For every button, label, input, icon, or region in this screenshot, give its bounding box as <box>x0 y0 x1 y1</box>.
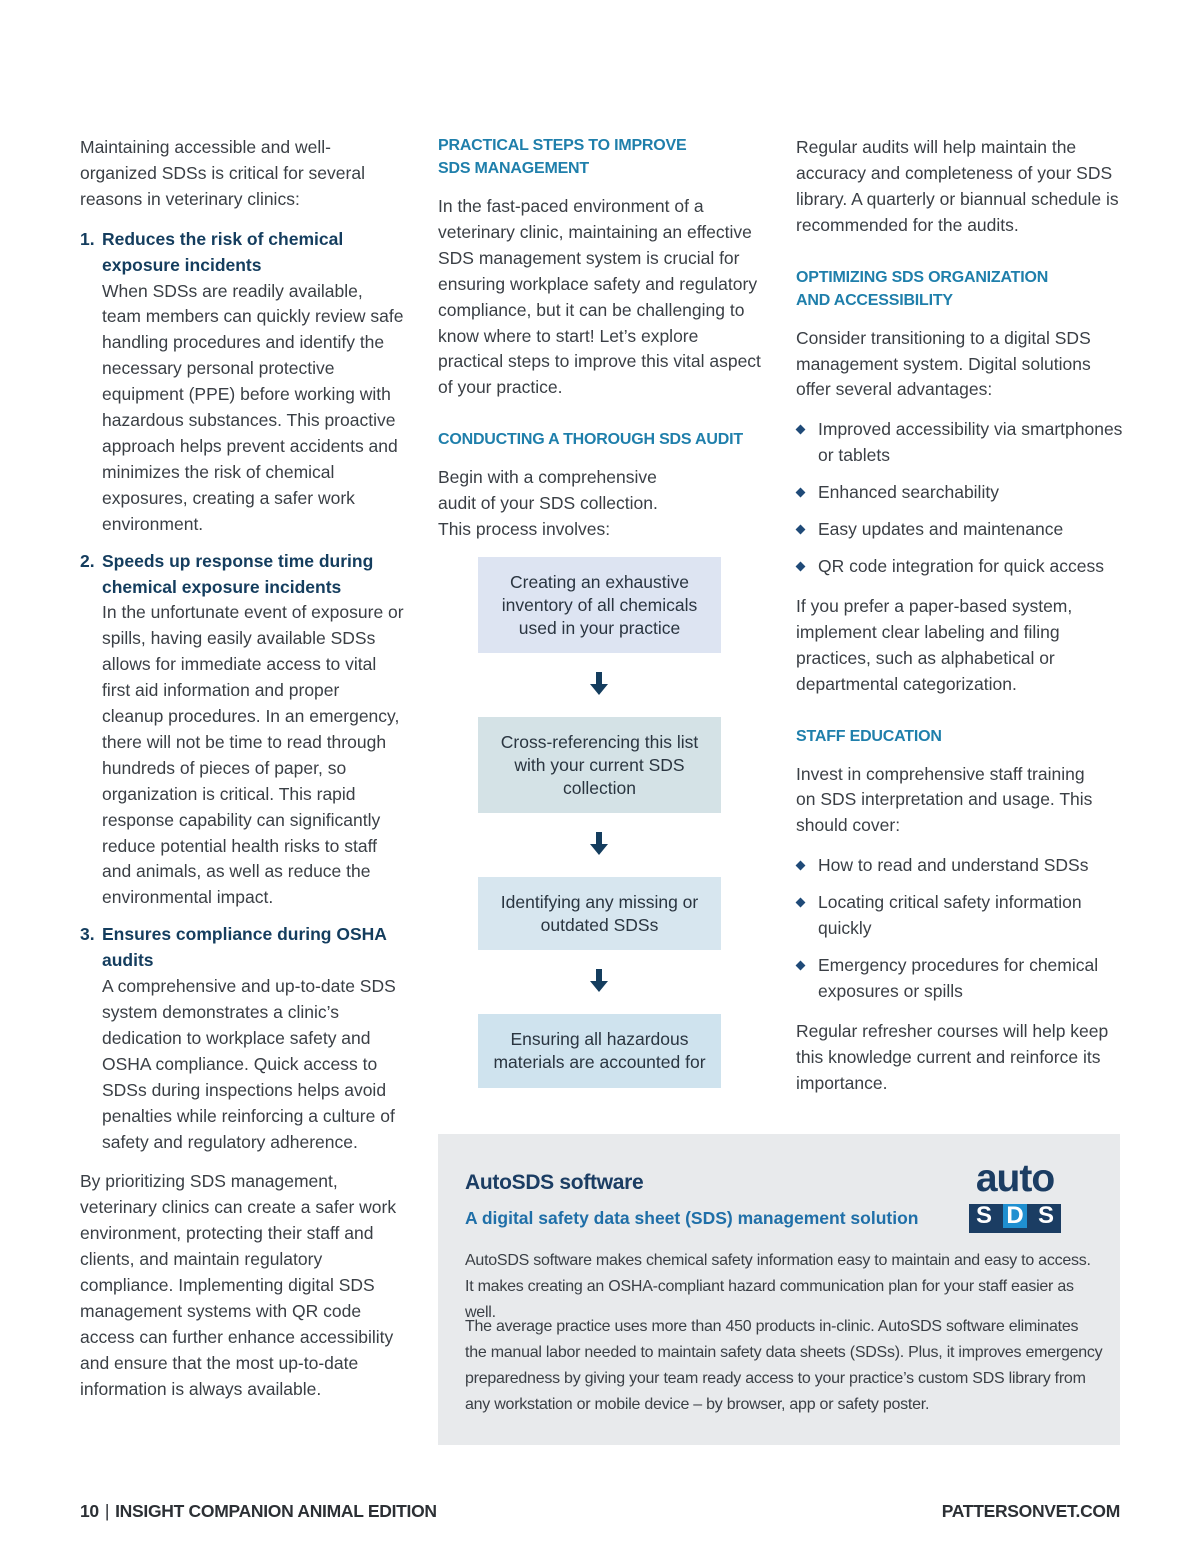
footer-left <box>80 1501 437 1522</box>
flow-step: Creating an exhaustive inventory of all chemicals used in your practice <box>478 557 721 653</box>
list-item: Improved accessibility via smartphones or tablets <box>796 417 1124 469</box>
list-item-body: A comprehensive and up-to-date SDS system demonstrates a clinic’s dedication to workplace safety and OSHA compliance. Quick access to SDSs during inspections helps avoid penalties while reinforcing a culture of safety and regulatory adherence. <box>102 976 396 1152</box>
section-paragraph: If you prefer a paper-based system, implement clear labeling and filing practices, such as alphabetical or departmental categorization. <box>796 595 1073 694</box>
logo-letter: S <box>1037 1202 1054 1229</box>
flow-step: Ensuring all hazardous materials are accounted for <box>478 1014 721 1088</box>
training-list <box>796 853 1124 1005</box>
autosds-logo <box>969 1157 1061 1233</box>
logo-wordmark: auto <box>975 1157 1055 1200</box>
list-item-body: In the unfortunate event of exposure or spills, having easily available SDSs allows for immediate access to vital first aid information and proper cleanup procedures. In an emergency, there will not be time to read through hundreds of pieces of paper, so organization is critical. This rapid response capability can significantly reduce potential health risks to staff and animals, as well as reduce the environmental impact. <box>102 602 404 908</box>
advantages-list <box>796 417 1124 580</box>
autosds-callout <box>438 1134 1120 1445</box>
logo-letter: D <box>1003 1204 1027 1228</box>
list-number: 2. <box>80 550 95 571</box>
reasons-list <box>80 227 404 1156</box>
publication-name: INSIGHT COMPANION ANIMAL EDITION <box>115 1501 437 1521</box>
callout-line: preparedness by giving your team ready access to your practice’s custom SDS library from <box>465 1370 1086 1387</box>
flow-step: Identifying any missing or outdated SDSs <box>478 877 721 950</box>
closing-paragraph: By prioritizing SDS management, veterinary clinics can create a safer work environment, protecting their staff and clients, and maintain regulatory compliance. Implementing digital SDS management systems with QR code access can further enhance accessibility and ensure that the most up-to-date information is always available. <box>80 1171 397 1399</box>
section-paragraph: Invest in comprehensive staff training on SDS interpretation and usage. This should cover: <box>796 763 1093 836</box>
diamond-bullet-icon <box>796 861 806 871</box>
callout-line: The average practice uses more than 450 products in-clinic. AutoSDS software eliminates <box>465 1318 1079 1335</box>
list-item-body: When SDSs are readily available, team members can quickly review safe handling procedures and identify the necessary personal protective equipment (PPE) before working with hazardous substances. This proactive approach helps prevent accidents and minimizes the risk of chemical exposures, creating a safer work environment. <box>102 280 404 534</box>
list-item-title: Speeds up response time during chemical exposure incidents <box>102 550 374 597</box>
section-heading: STAFF EDUCATION <box>796 727 942 745</box>
section-heading: OPTIMIZING SDS ORGANIZATION AND ACCESSIBILITY <box>796 268 1049 309</box>
list-item <box>80 227 404 538</box>
footer-separator: | <box>104 1501 110 1521</box>
arrow-down-icon <box>589 672 609 696</box>
section-heading: PRACTICAL STEPS TO IMPROVE SDS MANAGEMENT <box>438 137 687 177</box>
list-item: Easy updates and maintenance <box>796 517 1124 543</box>
list-item-title: Reduces the risk of chemical exposure incidents <box>102 228 344 275</box>
website-link[interactable]: PATTERSONVET.COM <box>941 1501 1120 1521</box>
list-item: QR code integration for quick access <box>796 554 1124 580</box>
list-item: Emergency procedures for chemical exposures or spills <box>796 953 1124 1005</box>
diamond-bullet-icon <box>796 488 806 498</box>
diamond-bullet-icon <box>796 562 806 572</box>
list-item: Locating critical safety information quickly <box>796 890 1124 942</box>
list-item <box>80 922 404 1155</box>
callout-line: AutoSDS software makes chemical safety information easy to maintain and easy to access. <box>465 1252 1091 1269</box>
section-paragraph: Regular audits will help maintain the accuracy and completeness of your SDS library. A quarterly or biannual schedule is recommended for the audits. <box>796 137 1119 235</box>
arrow-down-icon <box>589 969 609 993</box>
column-left <box>80 134 404 1403</box>
list-number: 1. <box>80 228 95 249</box>
logo-letter: S <box>975 1202 992 1229</box>
section-paragraph: Consider transitioning to a digital SDS management system. Digital solutions offer several advantages: <box>796 327 1091 400</box>
page-number: 10 <box>80 1501 99 1521</box>
diamond-bullet-icon <box>796 525 806 535</box>
list-item-title: Ensures compliance during OSHA audits <box>102 924 387 971</box>
list-item: Enhanced searchability <box>796 480 1124 506</box>
list-item <box>80 549 404 912</box>
callout-line: It makes creating an OSHA-compliant hazard communication plan for your staff easier as well. <box>465 1278 1074 1321</box>
list-number: 3. <box>80 924 95 945</box>
diamond-bullet-icon <box>796 960 806 970</box>
intro-paragraph: Maintaining accessible and well-organized SDSs is critical for several reasons in veterinary clinics: <box>80 137 365 209</box>
callout-body-2 <box>465 1314 1105 1418</box>
callout-subtitle: A digital safety data sheet (SDS) management solution <box>465 1208 919 1228</box>
arrow-down-icon <box>589 832 609 856</box>
diamond-bullet-icon <box>796 898 806 908</box>
column-right <box>796 134 1124 1096</box>
section-paragraph: Begin with a comprehensive audit of your SDS collection. This process involves: <box>438 467 658 540</box>
list-item: How to read and understand SDSs <box>796 853 1124 879</box>
section-heading: CONDUCTING A THOROUGH SDS AUDIT <box>438 431 743 449</box>
column-middle <box>438 134 763 543</box>
callout-line: any workstation or mobile device – by browser, app or safety poster. <box>465 1396 930 1413</box>
section-paragraph: In the fast-paced environment of a veterinary clinic, maintaining an effective SDS management system is crucial for ensuring workplace safety and regulatory compliance, but it can be challenging to know where to start! Let’s explore practical steps to improve this vital aspect of your practice. <box>438 196 761 398</box>
logo-badge <box>969 1204 1061 1233</box>
flow-step: Cross-referencing this list with your current SDS collection <box>478 717 721 813</box>
callout-title: AutoSDS software <box>465 1171 644 1194</box>
callout-line: the manual labor needed to maintain safety data sheets (SDSs). Plus, it improves emergency <box>465 1344 1103 1361</box>
diamond-bullet-icon <box>796 425 806 435</box>
section-paragraph: Regular refresher courses will help keep this knowledge current and reinforce its importance. <box>796 1020 1109 1093</box>
